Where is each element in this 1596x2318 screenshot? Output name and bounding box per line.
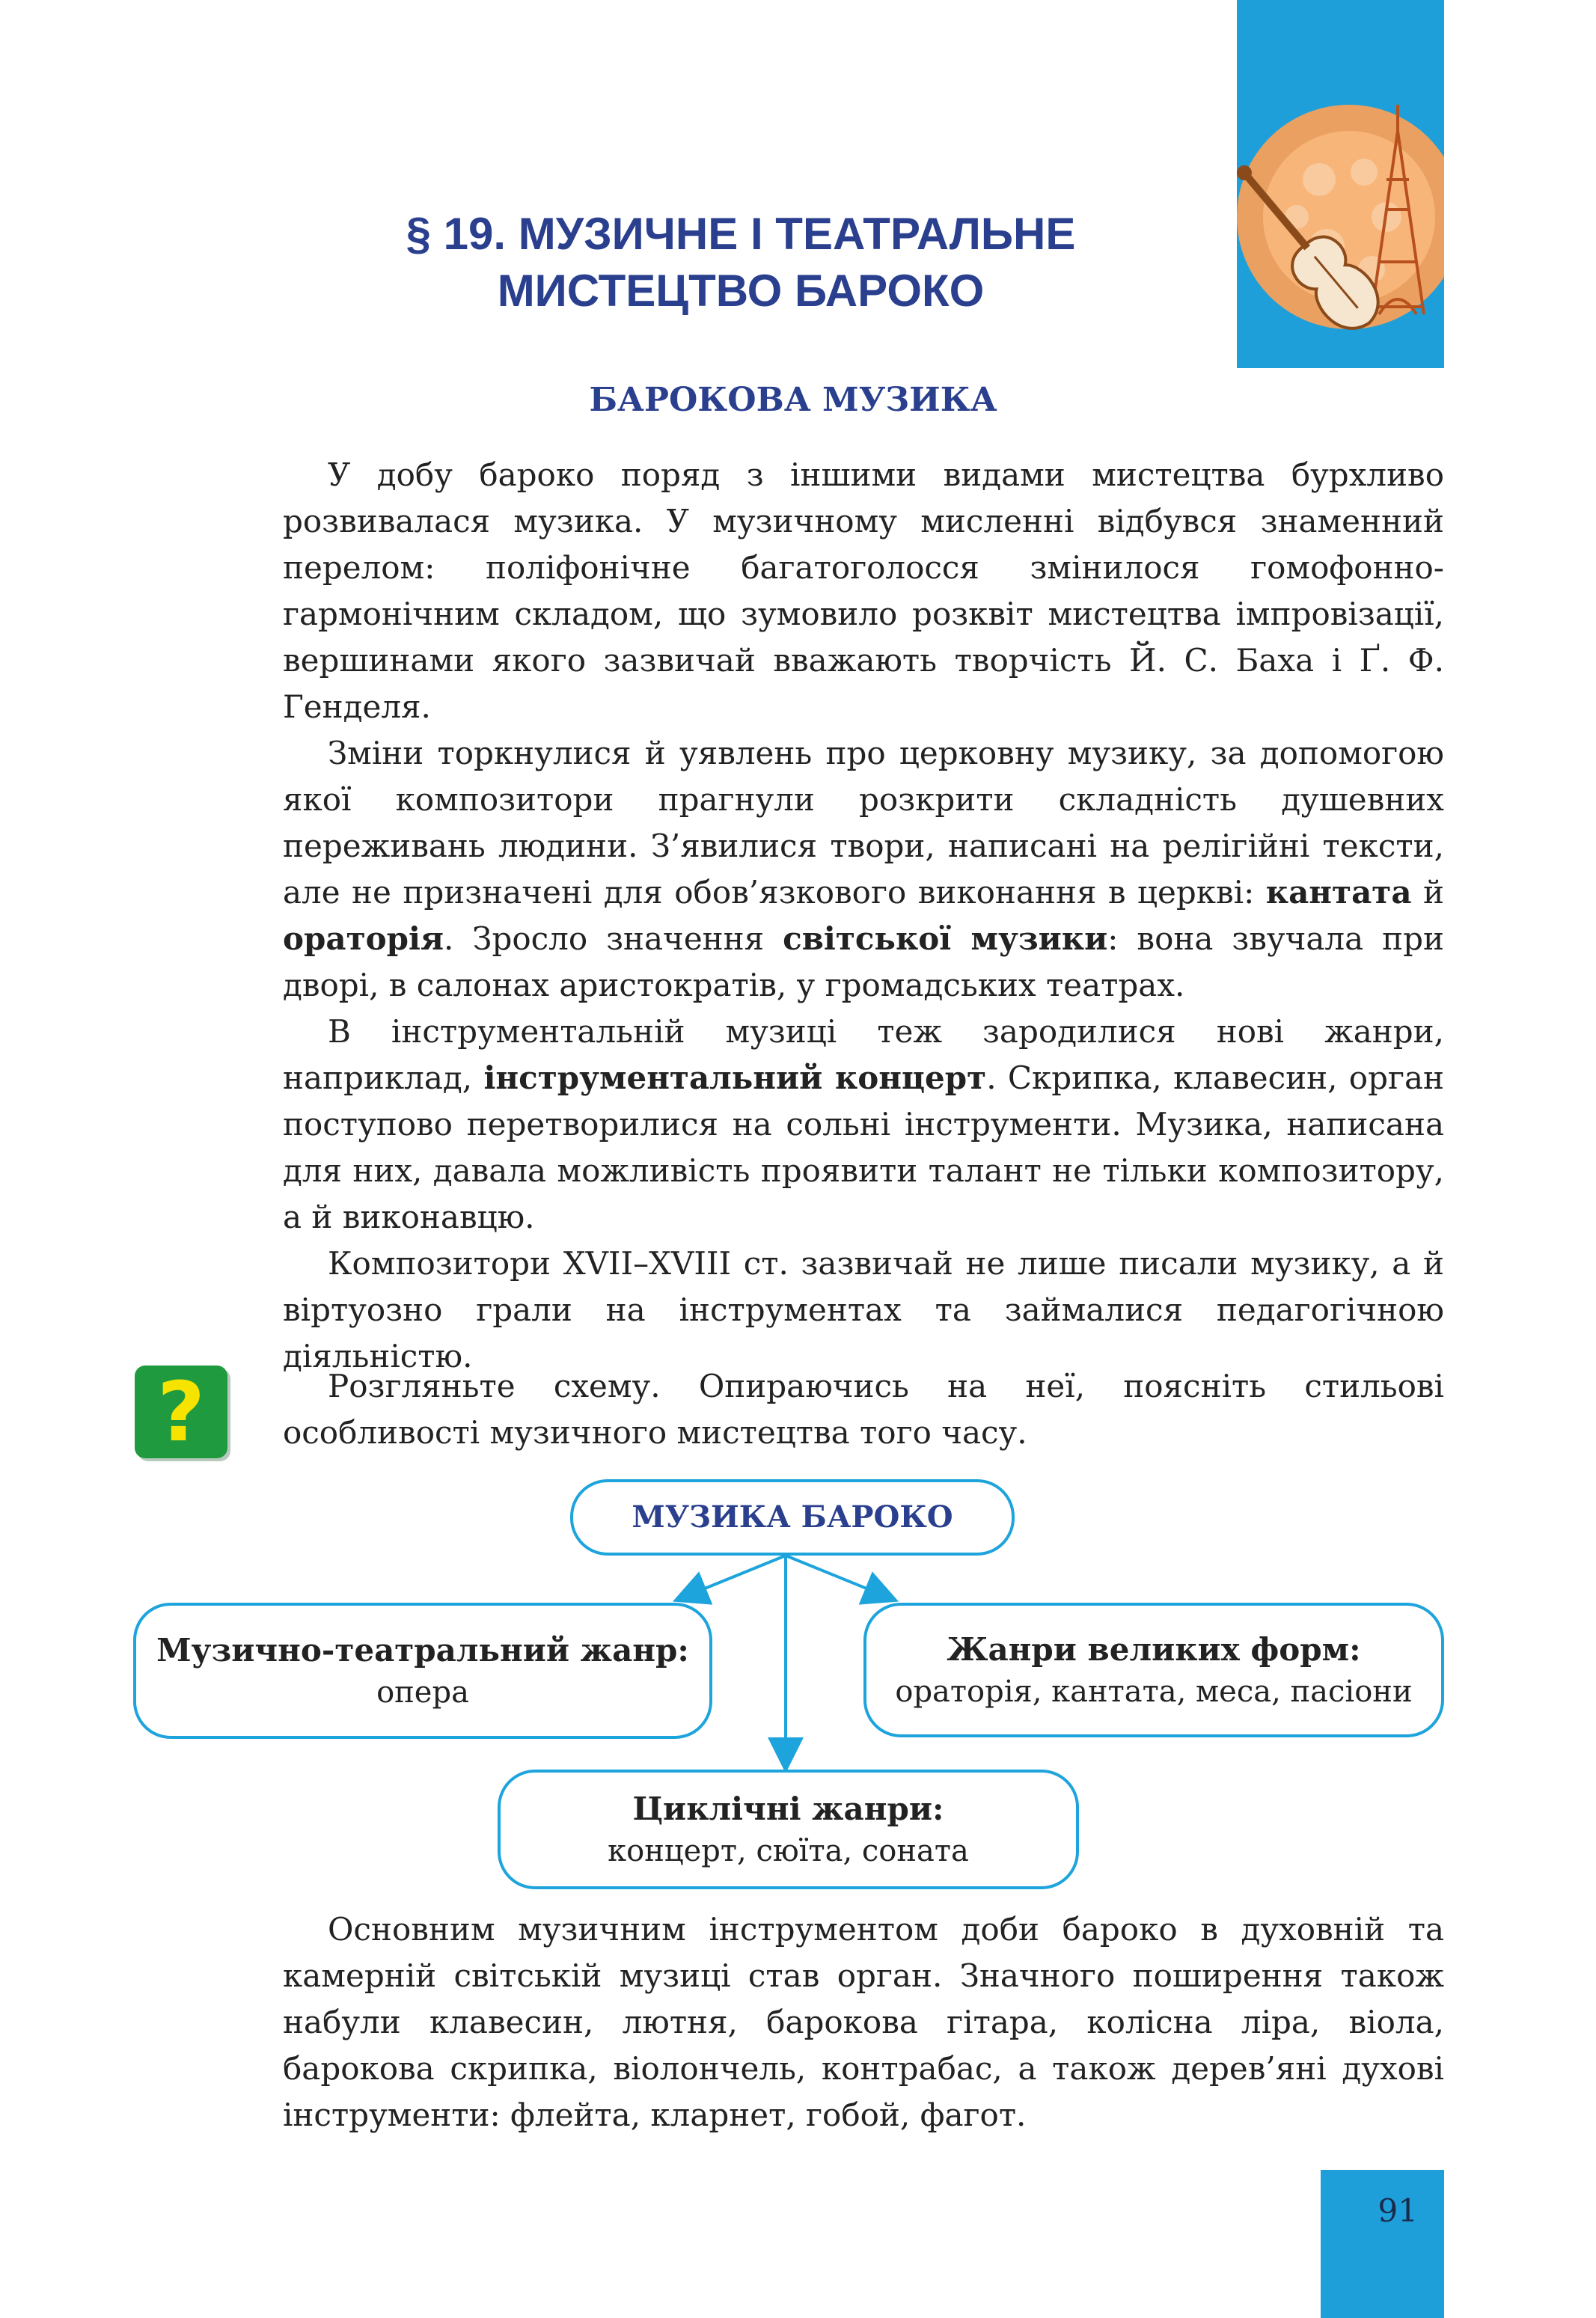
corner-decoration — [1237, 0, 1444, 368]
term-instrumental-concerto: інструментальний концерт — [483, 1059, 987, 1096]
term-oratorio: ораторія — [283, 920, 444, 957]
arrow-to-right — [786, 1556, 890, 1598]
paragraph-3 — [283, 1009, 1444, 1241]
question-icon — [135, 1366, 227, 1458]
page-title — [284, 206, 1197, 319]
diagram-left-content: опера — [376, 1675, 469, 1710]
term-secular-music: світської музики — [783, 920, 1108, 957]
paragraph-2-text: й — [1411, 874, 1445, 911]
paragraph-2-text: : вона звучала при дворі, в салонах аристократів, у громадських театрах. — [283, 920, 1444, 1003]
diagram-bottom-heading: Циклічні жанри: — [632, 1791, 944, 1827]
paragraph-4: Композитори XVII–XVIII ст. зазвичай не лише писали музику, а й віртуозно грали на інструментах та займалися педагогічною діяльністю. — [283, 1245, 1444, 1374]
main-text — [283, 452, 1444, 1380]
diagram-bottom-content: концерт, сюїта, соната — [608, 1834, 969, 1868]
violin-and-eiffel-tower-icon — [1237, 0, 1444, 368]
diagram-root-label: МУЗИКА БАРОКО — [632, 1499, 953, 1535]
diagram-left-heading: Музично-театральний жанр: — [156, 1632, 689, 1669]
arrow-to-left — [681, 1556, 786, 1598]
paragraph-5: Основним музичним інструментом доби бароко в духовній та камерній світській музиці став орган. Значного поширення також набули клавесин, лютня, барокова гітара, колісна ліра, віола, барокова скрипка, віолончель, контрабас, а також дерев’яні духові інструменти: флейта, кларнет, гобой, фагот. — [283, 1911, 1444, 2133]
diagram-right-box — [863, 1603, 1444, 1737]
paragraph-1: У добу бароко поряд з іншими видами мистецтва бурхливо розвивалася музика. У музичному мисленні відбувся знаменний перелом: поліфонічне багатоголосся змінилося гомофонно-гармонічним складом, що зумовило розквіт мистецтва імпровізації, вершинами якого зазвичай вважають творчість Й. С. Баха і Ґ. Ф. Генделя. — [283, 456, 1444, 725]
title-line-1: § 19. МУЗИЧНЕ І ТЕАТРАЛЬНЕ — [406, 209, 1076, 259]
paragraph-3-text: В інструментальній музиці теж зародилися нові жанри, наприклад, — [283, 1013, 1444, 1096]
term-cantata: кантата — [1265, 874, 1412, 911]
page-number-tab — [1321, 2170, 1444, 2318]
page-number: 91 — [1378, 2192, 1418, 2229]
task-text — [283, 1363, 1444, 1456]
section-subtitle: БАРОКОВА МУЗИКА — [589, 381, 997, 419]
diagram-right-heading: Жанри великих форм: — [947, 1631, 1361, 1668]
question-mark: ? — [157, 1364, 205, 1460]
diagram-bottom-box — [498, 1770, 1079, 1889]
paragraph-3-text: . Скрипка, клавесин, орган поступово перетворилися на сольні інструменти. Музика, написана для них, давала можливість проявити талант не тільки композитору, а й виконавцю. — [283, 1059, 1445, 1235]
title-line-2: МИСТЕЦТВО БАРОКО — [497, 266, 985, 316]
closing-text — [283, 1906, 1444, 2138]
paragraph-2 — [283, 730, 1444, 1009]
diagram-left-box — [133, 1603, 712, 1739]
diagram-right-content: ораторія, кантата, меса, пасіони — [895, 1675, 1413, 1709]
task-paragraph: Розгляньте схему. Опираючись на неї, поясніть стильові особливості музичного мистецтва того часу. — [283, 1368, 1444, 1451]
diagram-root-box — [570, 1479, 1015, 1556]
paragraph-2-text: . Зросло значення — [443, 920, 783, 957]
paragraph-2-text: Зміни торкнулися й уявлень про церковну музику, за допомогою якої композитори прагнули розкрити складність душевних переживань людини. З’явилися твори, написані на релігійні тексти, але не призначені для обов’язкового виконання в церкві: — [283, 735, 1444, 911]
